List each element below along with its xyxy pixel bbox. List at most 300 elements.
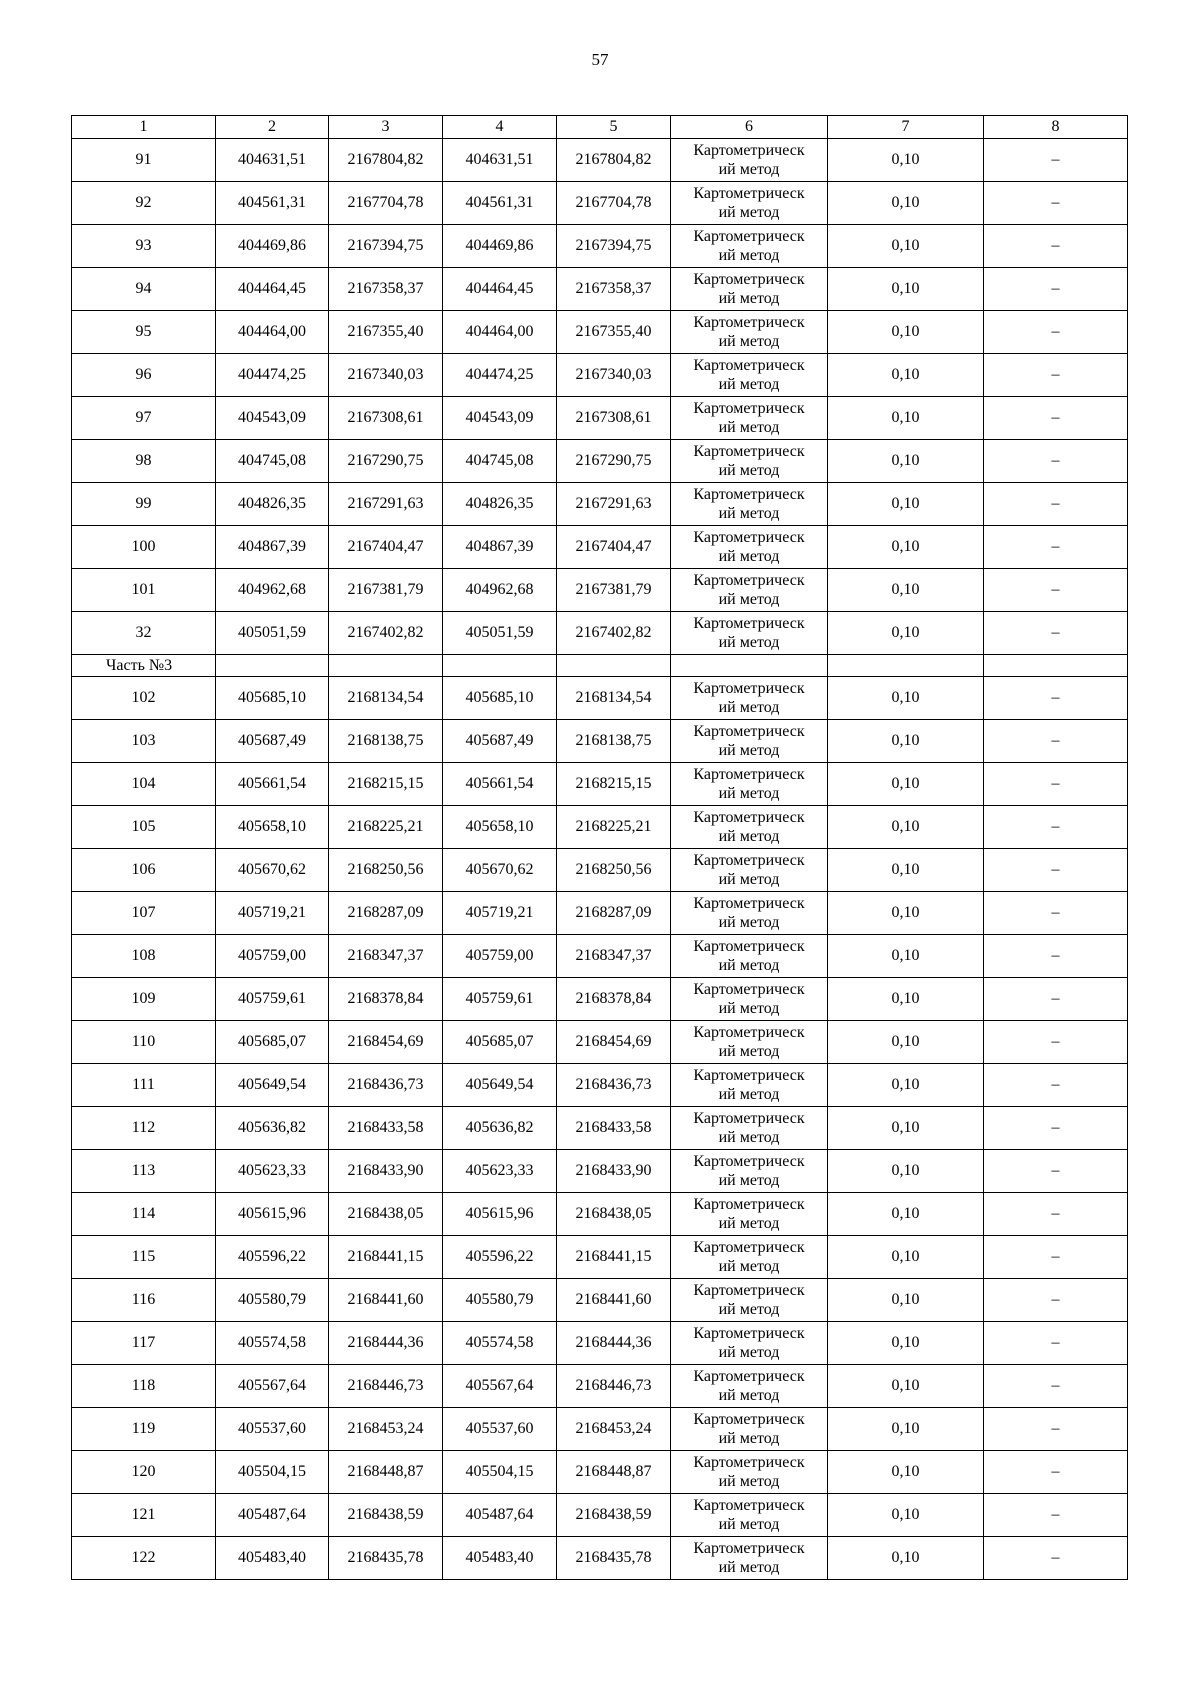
method-cell <box>671 1064 828 1107</box>
x-coordinate: 405051,59 <box>216 612 329 655</box>
y-coordinate: 2167290,75 <box>329 440 443 483</box>
method-line-2: ий метод <box>718 957 780 974</box>
description: – <box>984 1150 1128 1193</box>
accuracy: 0,10 <box>828 1537 984 1580</box>
table-row <box>72 1279 1128 1322</box>
method-line-1: Картометрическ <box>693 1110 805 1127</box>
x-coordinate-new: 405685,10 <box>443 677 557 720</box>
method-line-1: Картометрическ <box>693 142 805 159</box>
method-line-2: ий метод <box>718 1473 780 1490</box>
description: – <box>984 526 1128 569</box>
method-line-2: ий метод <box>718 1172 780 1189</box>
y-coordinate-new: 2168454,69 <box>557 1021 671 1064</box>
method-line-2: ий метод <box>718 376 780 393</box>
x-coordinate: 404962,68 <box>216 569 329 612</box>
x-coordinate: 404469,86 <box>216 225 329 268</box>
y-coordinate-new: 2168441,15 <box>557 1236 671 1279</box>
x-coordinate-new: 405483,40 <box>443 1537 557 1580</box>
x-coordinate-new: 404867,39 <box>443 526 557 569</box>
table-row <box>72 483 1128 526</box>
x-coordinate-new: 405615,96 <box>443 1193 557 1236</box>
table-row <box>72 1193 1128 1236</box>
x-coordinate-new: 405685,07 <box>443 1021 557 1064</box>
method-line-1: Картометрическ <box>693 1153 805 1170</box>
method-cell <box>671 1021 828 1064</box>
y-coordinate-new: 2168215,15 <box>557 763 671 806</box>
description: – <box>984 139 1128 182</box>
empty-cell <box>828 655 984 677</box>
x-coordinate-new: 404469,86 <box>443 225 557 268</box>
column-header: 7 <box>828 116 984 139</box>
column-header: 3 <box>329 116 443 139</box>
x-coordinate-new: 404561,31 <box>443 182 557 225</box>
x-coordinate-new: 404962,68 <box>443 569 557 612</box>
description: – <box>984 935 1128 978</box>
description: – <box>984 1408 1128 1451</box>
method-line-1: Картометрическ <box>693 314 805 331</box>
method-cell <box>671 978 828 1021</box>
accuracy: 0,10 <box>828 1236 984 1279</box>
y-coordinate: 2168250,56 <box>329 849 443 892</box>
accuracy: 0,10 <box>828 1408 984 1451</box>
point-number: 92 <box>72 182 216 225</box>
table-row <box>72 397 1128 440</box>
y-coordinate-new: 2168347,37 <box>557 935 671 978</box>
accuracy: 0,10 <box>828 268 984 311</box>
table-row <box>72 1322 1128 1365</box>
accuracy: 0,10 <box>828 892 984 935</box>
point-number: 100 <box>72 526 216 569</box>
y-coordinate-new: 2167804,82 <box>557 139 671 182</box>
column-header: 6 <box>671 116 828 139</box>
y-coordinate: 2168453,24 <box>329 1408 443 1451</box>
x-coordinate: 405623,33 <box>216 1150 329 1193</box>
y-coordinate: 2168454,69 <box>329 1021 443 1064</box>
method-line-1: Картометрическ <box>693 1411 805 1428</box>
y-coordinate: 2167402,82 <box>329 612 443 655</box>
method-cell <box>671 354 828 397</box>
method-cell <box>671 892 828 935</box>
x-coordinate-new: 405670,62 <box>443 849 557 892</box>
y-coordinate: 2168438,05 <box>329 1193 443 1236</box>
accuracy: 0,10 <box>828 849 984 892</box>
method-line-1: Картометрическ <box>693 529 805 546</box>
method-line-2: ий метод <box>718 1516 780 1533</box>
y-coordinate-new: 2168250,56 <box>557 849 671 892</box>
x-coordinate-new: 405623,33 <box>443 1150 557 1193</box>
y-coordinate: 2167404,47 <box>329 526 443 569</box>
column-header: 5 <box>557 116 671 139</box>
description: – <box>984 1279 1128 1322</box>
method-line-2: ий метод <box>718 419 780 436</box>
method-line-1: Картометрическ <box>693 1368 805 1385</box>
method-line-2: ий метод <box>718 462 780 479</box>
point-number: 103 <box>72 720 216 763</box>
y-coordinate-new: 2168435,78 <box>557 1537 671 1580</box>
method-line-2: ий метод <box>718 247 780 264</box>
method-line-1: Картометрическ <box>693 572 805 589</box>
y-coordinate-new: 2168287,09 <box>557 892 671 935</box>
description: – <box>984 311 1128 354</box>
x-coordinate-new: 405649,54 <box>443 1064 557 1107</box>
y-coordinate: 2167308,61 <box>329 397 443 440</box>
method-cell <box>671 677 828 720</box>
method-cell <box>671 182 828 225</box>
method-cell <box>671 483 828 526</box>
y-coordinate-new: 2167355,40 <box>557 311 671 354</box>
method-line-1: Картометрическ <box>693 1196 805 1213</box>
y-coordinate-new: 2168436,73 <box>557 1064 671 1107</box>
accuracy: 0,10 <box>828 311 984 354</box>
x-coordinate: 405687,49 <box>216 720 329 763</box>
method-line-1: Картометрическ <box>693 766 805 783</box>
x-coordinate: 405580,79 <box>216 1279 329 1322</box>
y-coordinate-new: 2168438,05 <box>557 1193 671 1236</box>
method-cell <box>671 1408 828 1451</box>
table-row <box>72 182 1128 225</box>
method-line-2: ий метод <box>718 634 780 651</box>
method-line-2: ий метод <box>718 333 780 350</box>
description: – <box>984 1064 1128 1107</box>
method-line-1: Картометрическ <box>693 1454 805 1471</box>
method-line-1: Картометрическ <box>693 486 805 503</box>
x-coordinate: 405504,15 <box>216 1451 329 1494</box>
method-cell <box>671 1537 828 1580</box>
y-coordinate-new: 2167394,75 <box>557 225 671 268</box>
empty-cell <box>557 655 671 677</box>
x-coordinate: 404543,09 <box>216 397 329 440</box>
description: – <box>984 978 1128 1021</box>
method-cell <box>671 397 828 440</box>
accuracy: 0,10 <box>828 978 984 1021</box>
point-number: 117 <box>72 1322 216 1365</box>
accuracy: 0,10 <box>828 354 984 397</box>
x-coordinate-new: 405567,64 <box>443 1365 557 1408</box>
method-cell <box>671 1279 828 1322</box>
description: – <box>984 440 1128 483</box>
accuracy: 0,10 <box>828 1107 984 1150</box>
point-number: 98 <box>72 440 216 483</box>
method-cell <box>671 1322 828 1365</box>
method-line-1: Картометрическ <box>693 271 805 288</box>
table-row <box>72 526 1128 569</box>
accuracy: 0,10 <box>828 225 984 268</box>
point-number: 108 <box>72 935 216 978</box>
method-cell <box>671 1365 828 1408</box>
x-coordinate-new: 405537,60 <box>443 1408 557 1451</box>
x-coordinate: 405483,40 <box>216 1537 329 1580</box>
y-coordinate: 2167340,03 <box>329 354 443 397</box>
y-coordinate: 2168138,75 <box>329 720 443 763</box>
y-coordinate: 2167804,82 <box>329 139 443 182</box>
y-coordinate: 2168448,87 <box>329 1451 443 1494</box>
method-line-2: ий метод <box>718 1344 780 1361</box>
point-number: 107 <box>72 892 216 935</box>
y-coordinate: 2168433,58 <box>329 1107 443 1150</box>
accuracy: 0,10 <box>828 763 984 806</box>
method-cell <box>671 139 828 182</box>
point-number: 99 <box>72 483 216 526</box>
point-number: 118 <box>72 1365 216 1408</box>
table-row <box>72 139 1128 182</box>
x-coordinate: 405685,10 <box>216 677 329 720</box>
x-coordinate-new: 404745,08 <box>443 440 557 483</box>
accuracy: 0,10 <box>828 1064 984 1107</box>
method-line-1: Картометрическ <box>693 615 805 632</box>
point-number: 113 <box>72 1150 216 1193</box>
y-coordinate: 2168446,73 <box>329 1365 443 1408</box>
y-coordinate-new: 2167381,79 <box>557 569 671 612</box>
empty-cell <box>216 655 329 677</box>
table-row <box>72 311 1128 354</box>
point-number: 106 <box>72 849 216 892</box>
accuracy: 0,10 <box>828 1021 984 1064</box>
method-cell <box>671 1451 828 1494</box>
x-coordinate-new: 405759,00 <box>443 935 557 978</box>
method-cell <box>671 806 828 849</box>
x-coordinate: 404745,08 <box>216 440 329 483</box>
method-line-1: Картометрическ <box>693 357 805 374</box>
method-line-2: ий метод <box>718 1215 780 1232</box>
x-coordinate-new: 405596,22 <box>443 1236 557 1279</box>
method-line-2: ий метод <box>718 1387 780 1404</box>
x-coordinate: 405658,10 <box>216 806 329 849</box>
method-cell <box>671 935 828 978</box>
y-coordinate: 2167394,75 <box>329 225 443 268</box>
method-line-1: Картометрическ <box>693 723 805 740</box>
method-cell <box>671 1236 828 1279</box>
y-coordinate: 2168225,21 <box>329 806 443 849</box>
y-coordinate-new: 2168138,75 <box>557 720 671 763</box>
x-coordinate: 405685,07 <box>216 1021 329 1064</box>
table-row <box>72 612 1128 655</box>
table-row <box>72 677 1128 720</box>
y-coordinate: 2168287,09 <box>329 892 443 935</box>
method-cell <box>671 1494 828 1537</box>
method-line-2: ий метод <box>718 699 780 716</box>
y-coordinate-new: 2168453,24 <box>557 1408 671 1451</box>
point-number: 116 <box>72 1279 216 1322</box>
x-coordinate-new: 405658,10 <box>443 806 557 849</box>
y-coordinate-new: 2168134,54 <box>557 677 671 720</box>
description: – <box>984 1322 1128 1365</box>
header-row <box>72 116 1128 139</box>
table-row <box>72 225 1128 268</box>
method-line-1: Картометрическ <box>693 938 805 955</box>
x-coordinate: 405649,54 <box>216 1064 329 1107</box>
point-number: 93 <box>72 225 216 268</box>
x-coordinate: 405759,61 <box>216 978 329 1021</box>
accuracy: 0,10 <box>828 1150 984 1193</box>
y-coordinate: 2168378,84 <box>329 978 443 1021</box>
table-row <box>72 1107 1128 1150</box>
empty-cell <box>443 655 557 677</box>
description: – <box>984 806 1128 849</box>
description: – <box>984 1494 1128 1537</box>
table-row <box>72 892 1128 935</box>
accuracy: 0,10 <box>828 569 984 612</box>
y-coordinate: 2168435,78 <box>329 1537 443 1580</box>
x-coordinate-new: 405636,82 <box>443 1107 557 1150</box>
y-coordinate-new: 2167290,75 <box>557 440 671 483</box>
method-line-2: ий метод <box>718 1559 780 1576</box>
y-coordinate: 2168433,90 <box>329 1150 443 1193</box>
x-coordinate: 404464,00 <box>216 311 329 354</box>
y-coordinate: 2168441,60 <box>329 1279 443 1322</box>
point-number: 94 <box>72 268 216 311</box>
method-line-1: Картометрическ <box>693 1024 805 1041</box>
method-line-1: Картометрическ <box>693 1325 805 1342</box>
method-line-2: ий метод <box>718 1430 780 1447</box>
y-coordinate: 2167381,79 <box>329 569 443 612</box>
section-row <box>72 655 1128 677</box>
table-row <box>72 268 1128 311</box>
accuracy: 0,10 <box>828 182 984 225</box>
description: – <box>984 569 1128 612</box>
table-row <box>72 440 1128 483</box>
y-coordinate: 2168134,54 <box>329 677 443 720</box>
accuracy: 0,10 <box>828 612 984 655</box>
method-cell <box>671 849 828 892</box>
description: – <box>984 225 1128 268</box>
accuracy: 0,10 <box>828 526 984 569</box>
method-line-2: ий метод <box>718 871 780 888</box>
column-header: 2 <box>216 116 329 139</box>
point-number: 111 <box>72 1064 216 1107</box>
y-coordinate-new: 2168446,73 <box>557 1365 671 1408</box>
method-cell <box>671 763 828 806</box>
y-coordinate: 2167291,63 <box>329 483 443 526</box>
y-coordinate-new: 2167340,03 <box>557 354 671 397</box>
point-number: 96 <box>72 354 216 397</box>
accuracy: 0,10 <box>828 720 984 763</box>
table-row <box>72 849 1128 892</box>
x-coordinate-new: 405719,21 <box>443 892 557 935</box>
method-line-2: ий метод <box>718 1129 780 1146</box>
empty-cell <box>984 655 1128 677</box>
point-number: 101 <box>72 569 216 612</box>
point-number: 114 <box>72 1193 216 1236</box>
accuracy: 0,10 <box>828 935 984 978</box>
description: – <box>984 612 1128 655</box>
accuracy: 0,10 <box>828 806 984 849</box>
accuracy: 0,10 <box>828 1365 984 1408</box>
x-coordinate-new: 404543,09 <box>443 397 557 440</box>
point-number: 121 <box>72 1494 216 1537</box>
method-line-2: ий метод <box>718 1043 780 1060</box>
x-coordinate: 405670,62 <box>216 849 329 892</box>
x-coordinate: 404631,51 <box>216 139 329 182</box>
y-coordinate: 2167355,40 <box>329 311 443 354</box>
method-line-2: ий метод <box>718 828 780 845</box>
y-coordinate-new: 2167404,47 <box>557 526 671 569</box>
accuracy: 0,10 <box>828 1279 984 1322</box>
point-number: 115 <box>72 1236 216 1279</box>
description: – <box>984 892 1128 935</box>
table-row <box>72 935 1128 978</box>
point-number: 104 <box>72 763 216 806</box>
x-coordinate-new: 405487,64 <box>443 1494 557 1537</box>
x-coordinate: 405636,82 <box>216 1107 329 1150</box>
method-cell <box>671 569 828 612</box>
x-coordinate-new: 405661,54 <box>443 763 557 806</box>
y-coordinate-new: 2167291,63 <box>557 483 671 526</box>
description: – <box>984 268 1128 311</box>
x-coordinate-new: 405574,58 <box>443 1322 557 1365</box>
point-number: 120 <box>72 1451 216 1494</box>
table-row <box>72 1365 1128 1408</box>
column-header: 8 <box>984 116 1128 139</box>
point-number: 110 <box>72 1021 216 1064</box>
x-coordinate: 405661,54 <box>216 763 329 806</box>
table-row <box>72 1150 1128 1193</box>
description: – <box>984 397 1128 440</box>
x-coordinate: 404464,45 <box>216 268 329 311</box>
x-coordinate: 405615,96 <box>216 1193 329 1236</box>
table-row <box>72 720 1128 763</box>
y-coordinate-new: 2167402,82 <box>557 612 671 655</box>
point-number: 102 <box>72 677 216 720</box>
table-row <box>72 1537 1128 1580</box>
y-coordinate: 2167358,37 <box>329 268 443 311</box>
x-coordinate: 404474,25 <box>216 354 329 397</box>
method-cell <box>671 1193 828 1236</box>
section-label: Часть №3 <box>72 655 216 677</box>
method-line-2: ий метод <box>718 505 780 522</box>
description: – <box>984 1107 1128 1150</box>
y-coordinate: 2168436,73 <box>329 1064 443 1107</box>
y-coordinate: 2168444,36 <box>329 1322 443 1365</box>
y-coordinate: 2168441,15 <box>329 1236 443 1279</box>
table-row <box>72 1021 1128 1064</box>
method-line-1: Картометрическ <box>693 443 805 460</box>
table-row <box>72 569 1128 612</box>
method-line-2: ий метод <box>718 290 780 307</box>
y-coordinate-new: 2167358,37 <box>557 268 671 311</box>
table-row <box>72 1494 1128 1537</box>
empty-cell <box>671 655 828 677</box>
point-number: 112 <box>72 1107 216 1150</box>
x-coordinate-new: 405051,59 <box>443 612 557 655</box>
method-line-1: Картометрическ <box>693 1540 805 1557</box>
accuracy: 0,10 <box>828 139 984 182</box>
table-row <box>72 978 1128 1021</box>
method-line-1: Картометрическ <box>693 1497 805 1514</box>
point-number: 95 <box>72 311 216 354</box>
y-coordinate-new: 2168378,84 <box>557 978 671 1021</box>
empty-cell <box>329 655 443 677</box>
table-row <box>72 1236 1128 1279</box>
point-number: 122 <box>72 1537 216 1580</box>
y-coordinate: 2168347,37 <box>329 935 443 978</box>
method-line-2: ий метод <box>718 742 780 759</box>
method-line-1: Картометрическ <box>693 400 805 417</box>
method-line-2: ий метод <box>718 1258 780 1275</box>
x-coordinate: 404826,35 <box>216 483 329 526</box>
x-coordinate-new: 404464,45 <box>443 268 557 311</box>
y-coordinate-new: 2168441,60 <box>557 1279 671 1322</box>
column-header: 1 <box>72 116 216 139</box>
method-line-1: Картометрическ <box>693 895 805 912</box>
method-line-1: Картометрическ <box>693 809 805 826</box>
description: – <box>984 354 1128 397</box>
accuracy: 0,10 <box>828 440 984 483</box>
y-coordinate-new: 2168433,90 <box>557 1150 671 1193</box>
method-line-1: Картометрическ <box>693 228 805 245</box>
y-coordinate: 2168215,15 <box>329 763 443 806</box>
description: – <box>984 1021 1128 1064</box>
table-row <box>72 1064 1128 1107</box>
